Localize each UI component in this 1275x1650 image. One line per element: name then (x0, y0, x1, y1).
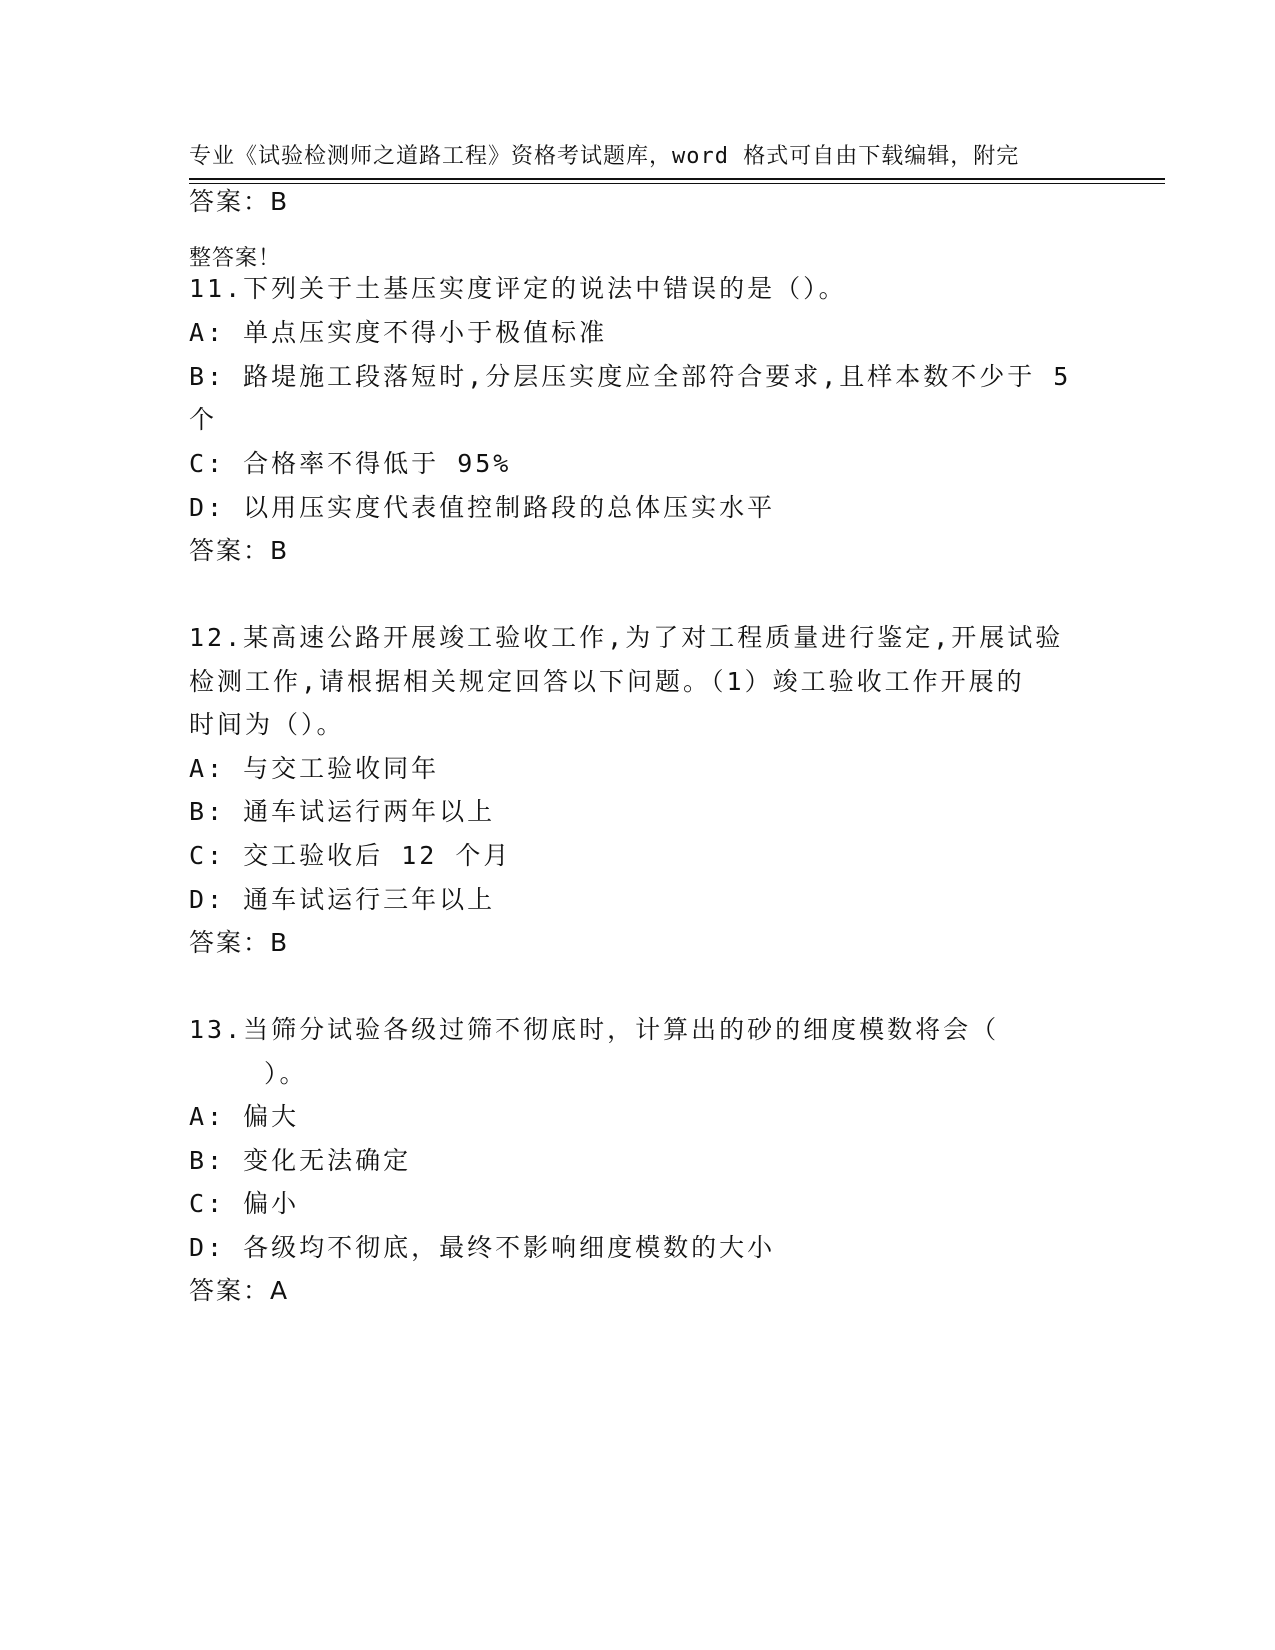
previous-question-answer: 答案：B (189, 187, 290, 216)
question-13-option-a: A: 偏大 (189, 1102, 300, 1131)
question-13-option-c: C: 偏小 (189, 1189, 300, 1218)
header-line-2: 整答案！ (189, 246, 282, 271)
question-11-option-c: C: 合格率不得低于 95% (189, 449, 512, 478)
question-13-stem-line-2: ）。 (264, 1059, 308, 1088)
header-divider-thin (189, 183, 1165, 184)
header-line-1: 专业《试验检测师之道路工程》资格考试题库，word 格式可自由下载编辑，附完 (189, 144, 1020, 169)
question-11-answer: 答案：B (189, 536, 290, 565)
question-12-option-a: A: 与交工验收同年 (189, 754, 440, 783)
question-13-stem-line-1: 13.当筛分试验各级过筛不彻底时，计算出的砂的细度模数将会（ (189, 1015, 1000, 1044)
question-12-option-c: C: 交工验收后 12 个月 (189, 841, 512, 870)
question-12-stem-line-1: 12.某高速公路开展竣工验收工作,为了对工程质量进行鉴定,开展试验 (189, 623, 1064, 652)
question-12-option-b: B: 通车试运行两年以上 (189, 797, 496, 826)
question-13-answer: 答案：A (189, 1276, 290, 1305)
question-13-option-b: B: 变化无法确定 (189, 1146, 412, 1175)
question-13-option-d: D: 各级均不彻底，最终不影响细度模数的大小 (189, 1233, 776, 1262)
question-11-option-a: A: 单点压实度不得小于极值标准 (189, 318, 608, 347)
question-11-option-b: B: 路堤施工段落短时,分层压实度应全部符合要求,且样本数不少于 5 (189, 362, 1072, 391)
question-12-stem-line-3: 时间为（）。 (189, 710, 345, 739)
question-11-option-d: D: 以用压实度代表值控制路段的总体压实水平 (189, 493, 776, 522)
question-11-option-b-wrap: 个 (189, 405, 218, 434)
question-12-answer: 答案：B (189, 928, 290, 957)
question-12-stem-line-2: 检测工作,请根据相关规定回答以下问题。（1）竣工验收工作开展的 (189, 667, 1025, 696)
question-11-stem: 11.下列关于土基压实度评定的说法中错误的是（）。 (189, 274, 847, 303)
question-12-option-d: D: 通车试运行三年以上 (189, 885, 496, 914)
header-divider-thick (189, 178, 1165, 180)
